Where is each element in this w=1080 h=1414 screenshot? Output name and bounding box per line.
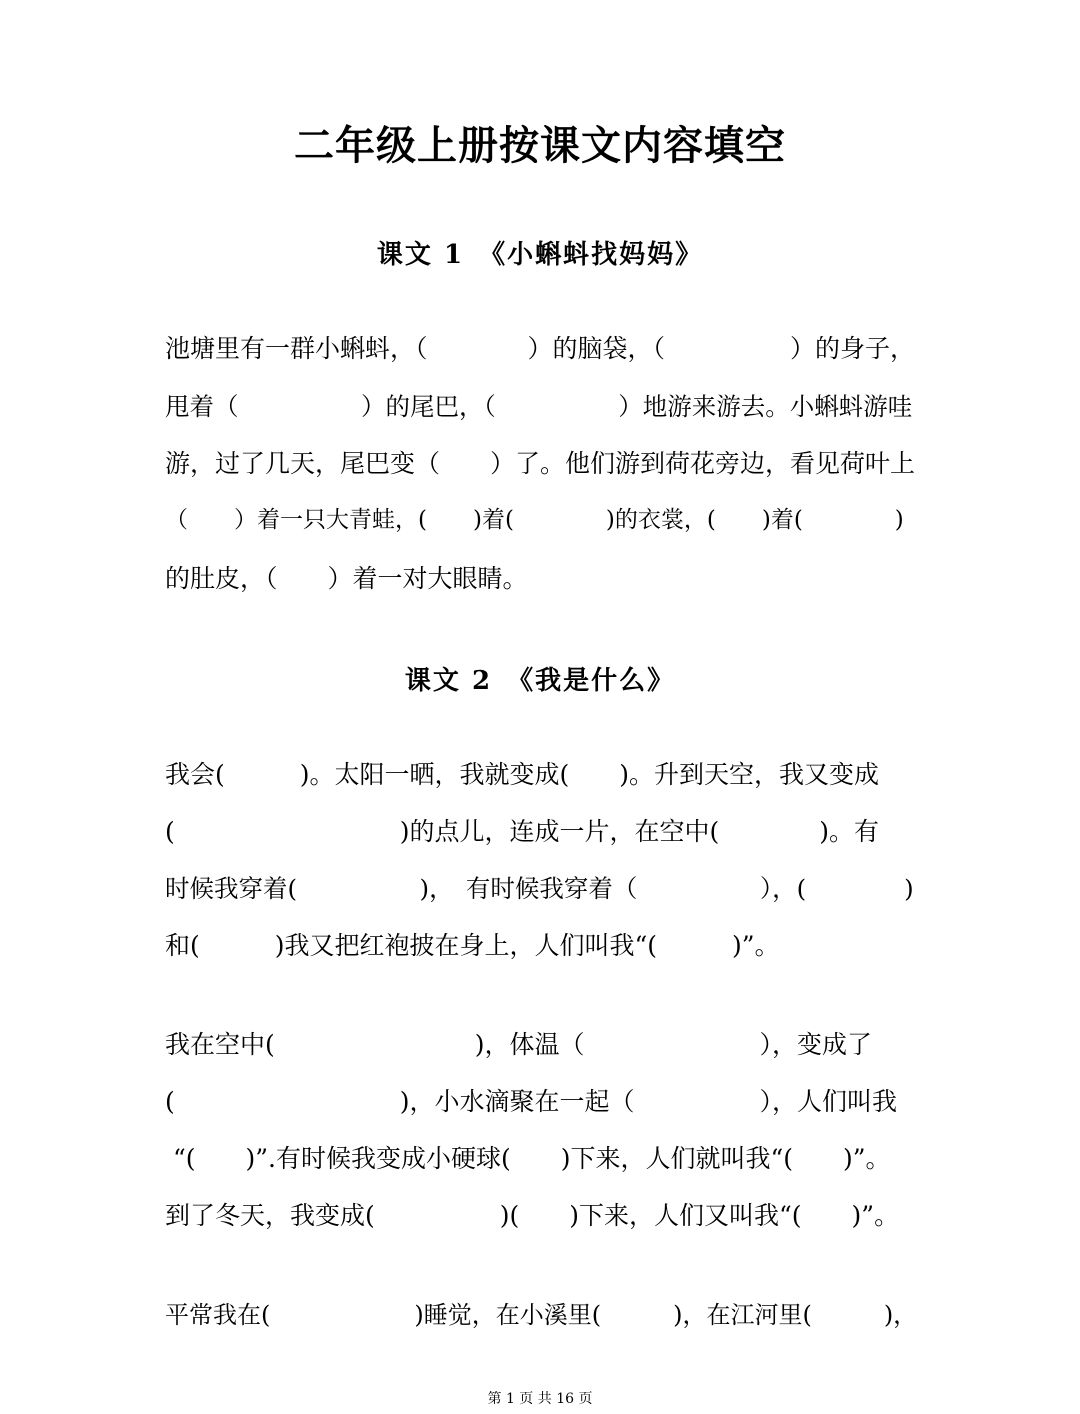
lesson-2-line-9: 平常我在( )睡觉，在小溪里( )，在江河里( )，	[165, 1301, 918, 1329]
lesson-2-line-3: 时候我穿着( )， 有时候我穿着（ ），( )	[165, 874, 914, 903]
lesson-2-line-1: 我会( )。太阳一晒，我就变成( )。升到天空，我又变成	[165, 760, 880, 789]
lesson-2-heading: 课文 2 《我是什么》	[404, 666, 676, 696]
lesson-2-line-2: ( )的点儿，连成一片，在空中( )。有	[165, 817, 880, 846]
lesson-2-line-7: “( )”.有时候我变成小硬球( )下来，人们就叫我“( )”。	[165, 1144, 891, 1173]
lesson-2-line-5: 我在空中( )，体温（ ），变成了	[165, 1030, 873, 1059]
lesson-1-line-2: 甩着（ ）的尾巴，（ ）地游来游去。小蝌蚪游哇	[165, 392, 913, 421]
lesson-1-heading: 课文 1 《小蝌蚪找妈妈》	[376, 240, 704, 270]
lesson-1-line-5: 的肚皮，（ ）着一对大眼睛。	[165, 564, 528, 593]
lesson-2-line-4: 和( )我又把红袍披在身上，人们叫我“( )”。	[165, 931, 780, 960]
lesson-2-line-6: ( )，小水滴聚在一起（ ），人们叫我	[165, 1087, 898, 1116]
lesson-1-line-4: （ ）着一只大青蛙，( )着( )的衣裳，( )着( )	[165, 507, 904, 533]
lesson-2-line-8: 到了冬天，我变成( )( )下来，人们又叫我“( )”。	[165, 1201, 900, 1230]
lesson-1-line-1: 池塘里有一群小蝌蚪，（ ）的脑袋，（ ）的身子，	[165, 334, 916, 363]
lesson-1-line-3: 游，过了几天，尾巴变（ ）了。他们游到荷花旁边，看见荷叶上	[165, 449, 916, 478]
page-footer: 第 1 页 共 16 页	[487, 1391, 593, 1407]
document-title: 二年级上册按课文内容填空	[294, 122, 786, 169]
